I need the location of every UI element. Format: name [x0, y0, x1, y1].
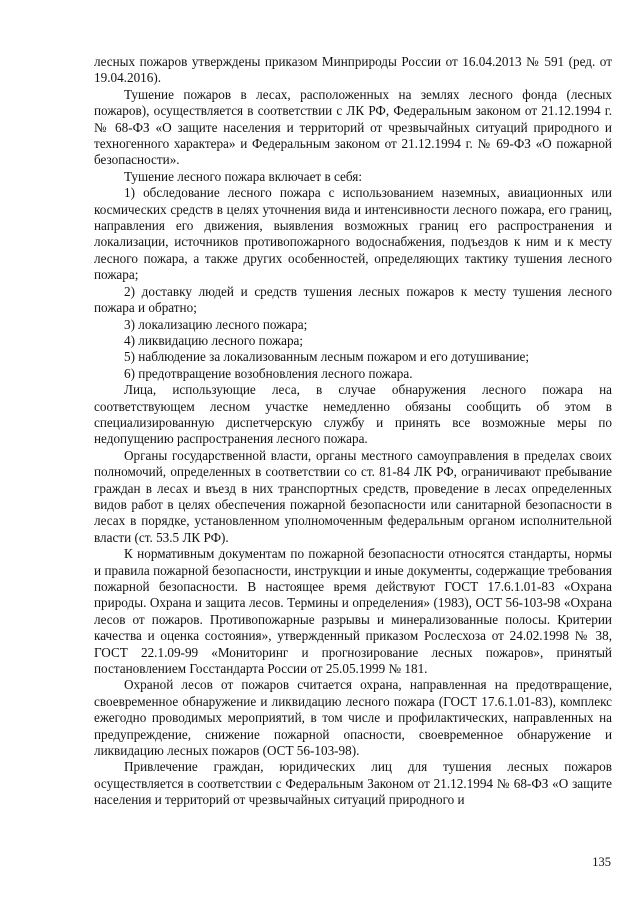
paragraph-forest-fire-suppression-law: Тушение пожаров в лесах, расположенных на землях лесного фонда (лесных пожаров), осуществляется в соответствии с ЛК РФ, Федеральным законом от 21.12.1994 г. № 68-ФЗ «О защите населения и территорий от чрезвычайных ситуаций природного и техногенного характера» и Федеральным законом от 21.12.1994 г. № 69-ФЗ «О пожарной безопасности». [94, 86, 612, 168]
paragraph-normative-documents: К нормативным документам по пожарной безопасности относятся стандарты, нормы и правила пожарной безопасности, инструкции и иные документы, содержащие требования пожарной безопасности. В настоящее время действуют ГОСТ 17.6.1.01-83 «Охрана природы. Охрана и защита лесов. Термины и определения» (1983), ОСТ 56-103-98 «Охрана лесов от пожаров. Противопожарные разрывы и минерализованные полосы. Критерии качества и оценка состояния», утвержденный приказом Рослесхоза от 24.02.1998 № 38, ГОСТ 22.1.09-99 «Мониторинг и прогнозирование лесных пожаров», принятый постановлением Госстандарта России от 25.05.1999 № 181. [94, 546, 612, 677]
list-item-6-prevention: 6) предотвращение возобновления лесного пожара. [124, 365, 413, 381]
list-item-3-localization: 3) локализацию лесного пожара; [124, 316, 308, 332]
paragraph-authorities-restrictions: Органы государственной власти, органы местного самоуправления в пределах своих полномочий, определенных в соответствии со ст. 81-84 ЛК РФ, ограничивают пребывание граждан в лесах и въезд в них транспортных средств, проведение в лесах определенных видов работ в целях обеспечения пожарной безопасности или санитарной безопасности в лесах в порядке, установленном уполномоченным федеральным органом исполнительной власти (ст. 53.5 ЛК РФ). [94, 447, 612, 545]
list-item-4-liquidation: 4) ликвидацию лесного пожара; [124, 332, 304, 348]
list-item-5-monitoring: 5) наблюдение за локализованным лесным пожаром и его дотушивание; [124, 349, 530, 365]
paragraph-citizen-involvement: Привлечение граждан, юридических лиц для тушения лесных пожаров осуществляется в соответствии с Федеральным Законом от 21.12.1994 № 68-ФЗ «О защите населения и территорий от чрезвычайных ситуаций природного и [94, 759, 612, 808]
list-item-1-inspection: 1) обследование лесного пожара с использованием наземных, авиационных или космических средств в целях уточнения вида и интенсивности лесного пожара, его границ, направления его движения, выявления возможных границ его распространения и локализации, источников противопожарного водоснабжения, подъездов к ним и к месту лесного пожара, а также других особенностей, определяющих тактику тушения лесного пожара; [94, 185, 612, 283]
paragraph-continuation: лесных пожаров утверждены приказом Минприроды России от 16.04.2013 № 591 (ред. от 19.04.2016). [94, 54, 612, 86]
list-item-2-delivery: 2) доставку людей и средств тушения лесных пожаров к месту тушения лесного пожара и обратно; [94, 283, 612, 316]
paragraph-forest-protection-definition: Охраной лесов от пожаров считается охрана, направленная на предотвращение, своевременное обнаружение и ликвидацию лесного пожара (ГОСТ 17.6.1.01-83), комплекс ежегодно проводимых мероприятий, в том числе и профилактических, направленных на предупреждение, снижение пожарной опасности, своевременное обнаружение и ликвидацию лесных пожаров (ОСТ 56-103-98). [94, 677, 612, 759]
paragraph-forest-users-obligations: Лица, использующие леса, в случае обнаружения лесного пожара на соответствующем лесном участке немедленно обязаны сообщить об этом в специализированную диспетчерскую службу и принять все возможные меры по недопущению распространения лесного пожара. [94, 382, 612, 447]
paragraph-fire-suppression-includes: Тушение лесного пожара включает в себя: [124, 168, 362, 184]
page-body-text [94, 54, 612, 809]
page-number: 135 [592, 855, 611, 869]
